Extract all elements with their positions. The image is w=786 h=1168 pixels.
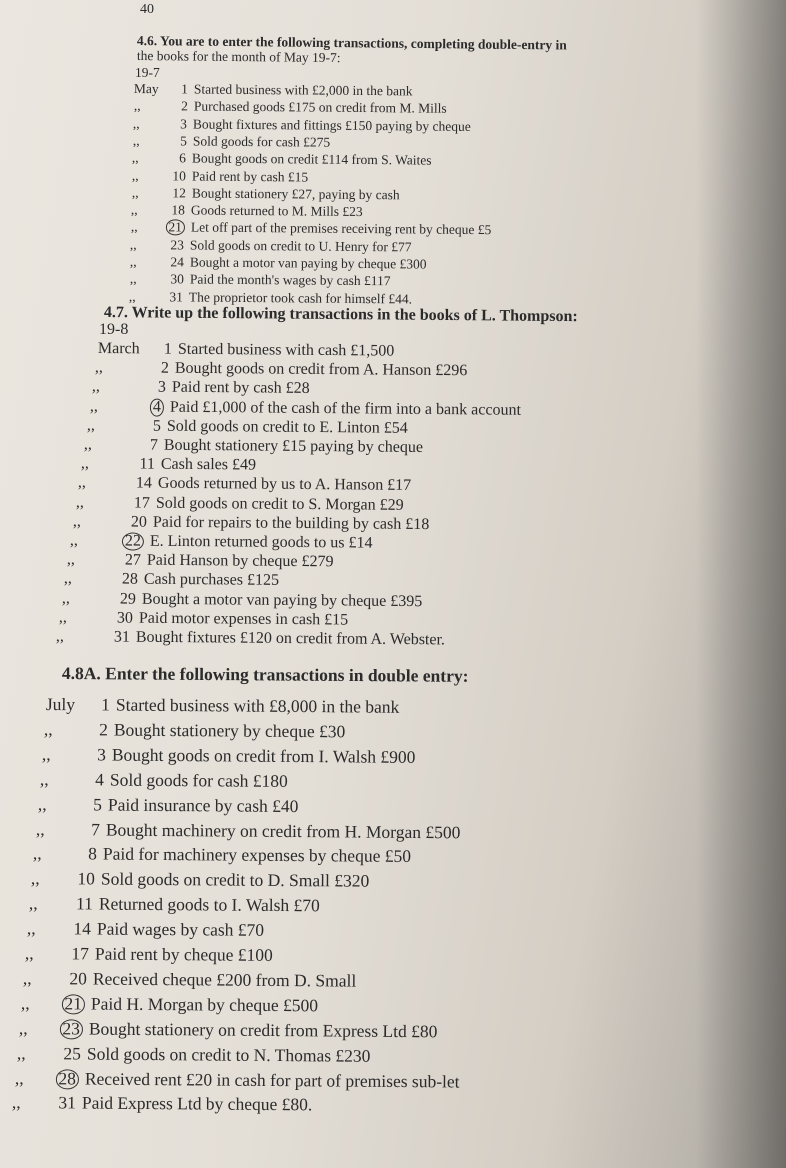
transaction-item: [16, 1043, 370, 1067]
month-label: ,,: [14, 1067, 24, 1088]
transaction-item: [44, 719, 346, 742]
transaction-text: Started business with cash £1,500: [177, 340, 395, 360]
transaction-item: [129, 271, 390, 289]
day-number: 21: [57, 993, 85, 1014]
day-number: 24: [170, 254, 184, 270]
transaction-text: Returned goods to I. Walsh £70: [99, 893, 321, 916]
month-label: ,,: [95, 359, 104, 377]
transaction-item: [133, 116, 471, 135]
month-label: ,,: [129, 254, 137, 270]
day-number: 7: [90, 818, 100, 840]
month-label: ,,: [78, 474, 87, 492]
transaction-item: [61, 590, 422, 611]
day-number: 2: [180, 98, 188, 114]
month-label: ,,: [133, 98, 141, 114]
transaction-text: Sold goods on credit to U. Henry for £77: [190, 237, 412, 255]
day-number: 3: [158, 378, 167, 397]
transaction-item: [132, 168, 308, 186]
day-number: 28: [122, 570, 139, 589]
day-number: 30: [169, 271, 184, 287]
month-label: ,,: [61, 589, 70, 607]
transaction-text: Paid rent by cash £28: [172, 379, 311, 398]
day-number: 22: [120, 532, 144, 550]
month-label: ,,: [132, 132, 140, 148]
day-number: 18: [171, 202, 186, 218]
transaction-item: [70, 532, 373, 553]
day-number: 21: [165, 220, 185, 236]
transaction-item: [19, 1018, 438, 1042]
day-number: 5: [92, 794, 102, 815]
transaction-text: Purchased goods £175 on credit from M. Mills: [193, 98, 447, 117]
transaction-item: [56, 628, 445, 649]
transaction-item: [98, 340, 395, 361]
transaction-item: [95, 359, 468, 380]
transaction-text: Paid rent by cheque £100: [94, 943, 273, 965]
transaction-text: Paid for machinery expenses by cheque £50: [103, 843, 412, 867]
transaction-item: [37, 794, 298, 817]
day-number: 3: [180, 116, 188, 132]
transaction-text: Started business with £2,000 in the bank: [193, 81, 413, 99]
day-number: 27: [125, 551, 142, 569]
transaction-text: Paid insurance by cash £40: [107, 794, 299, 816]
transaction-item: [67, 551, 334, 571]
transaction-text: Goods returned to M. Mills £23: [191, 202, 363, 220]
day-number: 2: [98, 719, 108, 740]
transaction-item: [132, 150, 432, 169]
day-number: 6: [179, 150, 187, 166]
transaction-item: [14, 1068, 459, 1092]
month-label: ,,: [20, 992, 30, 1013]
day-number: 31: [169, 288, 184, 305]
month-label: ,,: [16, 1042, 26, 1063]
transaction-text: Paid wages by cash £70: [96, 918, 265, 940]
transaction-text: Paid rent by cash £15: [191, 168, 309, 185]
transaction-item: [130, 254, 427, 273]
day-number: 11: [76, 893, 94, 914]
page-shadow: [696, 0, 786, 1168]
exercise-4-6-year: 19-7: [135, 65, 160, 80]
transaction-text: Goods returned by us to A. Hanson £17: [158, 475, 412, 495]
month-label: ,,: [131, 184, 139, 200]
transaction-item: [87, 417, 408, 438]
transaction-item: [25, 943, 273, 966]
transaction-item: [27, 918, 264, 941]
day-number: 17: [133, 494, 150, 512]
transaction-item: [12, 1092, 313, 1115]
month-label: March: [97, 340, 140, 358]
month-label: ,,: [41, 743, 51, 764]
month-label: ,,: [58, 608, 67, 626]
transaction-item: [84, 436, 423, 457]
exercise-4-7-heading: 4.7. Write up the following transactions in the books of L. Thompson:: [103, 304, 578, 326]
month-label: ,,: [69, 532, 78, 550]
transaction-item: [131, 219, 492, 238]
day-number: 31: [58, 1092, 77, 1113]
month-label: ,,: [81, 455, 90, 473]
transaction-item: [31, 868, 369, 892]
day-number: 12: [171, 185, 186, 201]
transaction-item: [131, 202, 363, 220]
day-number: 4: [139, 398, 163, 416]
transaction-text: Paid Express Ltd by cheque £80.: [82, 1092, 313, 1115]
transaction-text: Received rent £20 in cash for part of premises sub-let: [84, 1068, 460, 1091]
transaction-item: [42, 744, 416, 768]
transaction-text: Sold goods on credit to E. Linton £54: [166, 417, 408, 437]
transaction-item: [33, 843, 411, 867]
month-label: July: [45, 694, 76, 715]
day-number: 28: [50, 1068, 78, 1089]
transaction-text: Sold goods for cash £180: [109, 769, 288, 791]
month-label: ,,: [129, 271, 137, 287]
month-label: ,,: [83, 436, 92, 454]
day-number: 1: [163, 340, 172, 358]
month-label: ,,: [129, 288, 136, 304]
month-label: May: [133, 81, 159, 97]
transaction-text: Bought goods on credit £114 from S. Waites: [192, 150, 433, 168]
month-label: ,,: [130, 219, 138, 235]
transaction-text: Sold goods on credit to D. Small £320: [101, 868, 370, 891]
month-label: ,,: [12, 1092, 22, 1113]
month-label: ,,: [89, 397, 98, 415]
day-number: 14: [73, 918, 92, 939]
transaction-text: Bought stationery £27, paying by cash: [191, 185, 400, 203]
month-label: ,,: [130, 236, 138, 252]
transaction-text: Cash sales £49: [161, 455, 257, 474]
transaction-text: Bought fixtures £120 on credit from A. Webster.: [135, 628, 446, 649]
month-label: ,,: [86, 416, 95, 434]
transaction-item: [81, 455, 256, 475]
transaction-text: Bought stationery £15 paying by cheque: [163, 436, 424, 456]
page-number: 40: [140, 2, 154, 17]
transaction-item: [131, 185, 399, 203]
transaction-text: Sold goods on credit to N. Thomas £230: [86, 1043, 371, 1066]
month-label: ,,: [33, 843, 43, 864]
day-number: 20: [130, 513, 147, 531]
transaction-text: Paid Hanson by cheque £279: [147, 551, 334, 571]
transaction-item: [78, 474, 411, 495]
day-number: 10: [172, 167, 186, 183]
transaction-item: [46, 694, 400, 718]
transaction-text: Bought goods on credit from I. Walsh £900: [111, 744, 416, 767]
day-number: 2: [161, 359, 170, 377]
exercise-4-7-year: 19-8: [99, 321, 129, 338]
transaction-item: [89, 398, 520, 420]
month-label: ,,: [43, 718, 53, 739]
transaction-text: The proprietor took cash for himself £44.: [189, 289, 413, 307]
transaction-text: Paid for repairs to the building by cash £18: [152, 513, 430, 533]
transaction-item: [133, 133, 330, 151]
day-number: 3: [96, 744, 106, 765]
transaction-text: Bought fixtures and fittings £150 paying by cheque: [193, 116, 472, 134]
transaction-text: Started business with £8,000 in the bank: [115, 694, 400, 717]
day-number: 10: [77, 868, 96, 889]
transaction-text: Paid H. Morgan by cheque £500: [90, 993, 318, 1016]
day-number: 14: [136, 474, 153, 493]
transaction-text: Sold goods for cash £275: [192, 133, 331, 150]
month-label: ,,: [67, 551, 76, 569]
month-label: ,,: [39, 768, 49, 789]
transaction-item: [40, 769, 288, 792]
transaction-text: Cash purchases £125: [144, 571, 280, 590]
month-label: ,,: [75, 493, 84, 511]
transaction-text: Received cheque £200 from D. Small: [92, 968, 357, 991]
transaction-item: [130, 237, 412, 255]
day-number: 5: [152, 417, 161, 435]
transaction-text: Paid motor expenses in cash £15: [138, 609, 349, 629]
transaction-text: Paid the month's wages by cash £117: [189, 271, 391, 289]
day-number: 1: [101, 694, 110, 715]
transaction-item: [59, 609, 348, 630]
month-label: ,,: [37, 793, 47, 814]
month-label: ,,: [133, 115, 140, 131]
day-number: 1: [181, 81, 188, 97]
day-number: 4: [94, 769, 104, 790]
month-label: ,,: [29, 893, 38, 914]
day-number: 30: [116, 609, 133, 627]
transaction-item: [29, 893, 320, 916]
day-number: 7: [149, 436, 158, 454]
month-label: ,,: [26, 918, 36, 939]
day-number: 25: [62, 1042, 81, 1064]
transaction-item: [35, 819, 460, 843]
transaction-text: Bought stationery by cheque £30: [113, 719, 346, 742]
transaction-text: Bought stationery on credit from Express Ltd £80: [88, 1018, 438, 1041]
month-label: ,,: [35, 818, 45, 839]
day-number: 23: [55, 1018, 83, 1039]
month-label: ,,: [131, 167, 139, 183]
transaction-text: Bought a motor van paying by cheque £300: [189, 254, 427, 272]
month-label: ,,: [22, 967, 32, 988]
transaction-text: Paid £1,000 of the cash of the firm into a bank account: [169, 398, 521, 419]
day-number: 5: [179, 133, 187, 149]
day-number: 20: [69, 968, 87, 989]
month-label: ,,: [64, 570, 73, 588]
day-number: 11: [139, 455, 156, 473]
transaction-item: [64, 570, 279, 590]
transaction-item: [134, 81, 413, 99]
exercise-4-8a-heading: 4.8A. Enter the following transactions in double entry:: [61, 663, 469, 686]
day-number: 31: [113, 628, 130, 646]
month-label: ,,: [55, 628, 64, 646]
month-label: ,,: [92, 378, 101, 396]
day-number: 17: [71, 943, 89, 964]
transaction-text: Sold goods on credit to S. Morgan £29: [155, 494, 404, 514]
transaction-item: [92, 378, 310, 398]
transaction-text: Bought a motor van paying by cheque £395: [141, 590, 422, 610]
month-label: ,,: [31, 868, 41, 889]
transaction-text: Bought machinery on credit from H. Morgan £500: [105, 819, 460, 842]
month-label: ,,: [72, 512, 81, 530]
day-number: 29: [119, 590, 136, 608]
month-label: ,,: [18, 1017, 28, 1038]
transaction-text: Bought goods on credit from A. Hanson £296: [175, 359, 468, 380]
transaction-item: [133, 98, 446, 117]
transaction-item: [23, 968, 357, 992]
exercise-4-6-heading: 4.6. You are to enter the following transactions, completing double-entry in: [136, 33, 567, 53]
exercise-4-6-heading-cont: the books for the month of May 19-7:: [136, 48, 341, 66]
transaction-text: E. Linton returned goods to us £14: [149, 532, 373, 552]
transaction-item: [75, 494, 403, 515]
transaction-text: Let off part of the premises receiving rent by cheque £5: [190, 219, 492, 238]
day-number: 23: [170, 237, 185, 253]
transaction-item: [73, 513, 430, 534]
day-number: 8: [88, 843, 98, 864]
month-label: ,,: [132, 150, 140, 166]
month-label: ,,: [131, 202, 138, 218]
month-label: ,,: [24, 943, 34, 964]
transaction-item: [21, 993, 318, 1016]
